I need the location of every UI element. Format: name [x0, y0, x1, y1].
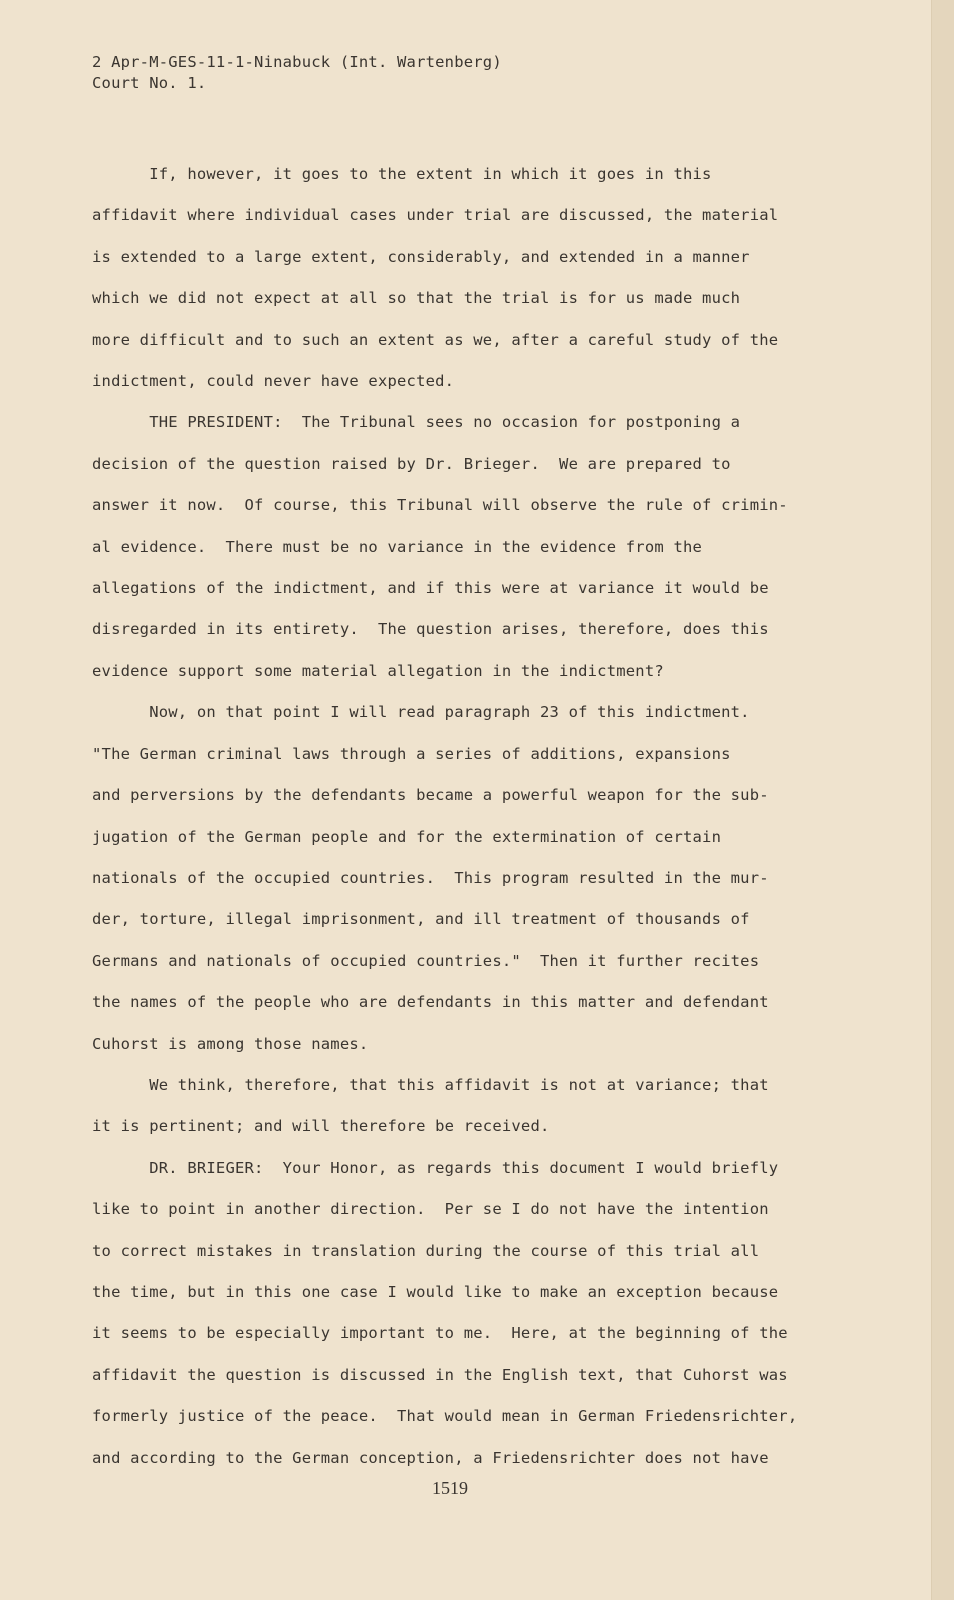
paragraph-brieger-statement: [92, 1148, 852, 1479]
text-line: more difficult and to such an extent as we, after a careful study of the: [92, 330, 779, 349]
text-line: Cuhorst is among those names.: [92, 1034, 369, 1053]
text-line: which we did not expect at all so that the trial is for us made much: [92, 289, 741, 308]
transcript-body: [92, 154, 852, 1479]
text-line: evidence support some material allegation in the indictment?: [92, 661, 664, 680]
text-line: Now, on that point I will read paragraph 23 of this indictment.: [92, 703, 750, 722]
header-line-2: Court No. 1.: [92, 74, 207, 92]
text-line: and according to the German conception, a Friedensrichter does not have: [92, 1448, 769, 1467]
page-number: 1519: [432, 1478, 468, 1498]
text-line: We think, therefore, that this affidavit is not at variance; that: [92, 1075, 769, 1094]
text-line: answer it now. Of course, this Tribunal will observe the rule of crimin-: [92, 496, 788, 515]
text-line: disregarded in its entirety. The question arises, therefore, does this: [92, 620, 769, 639]
text-line: al evidence. There must be no variance in the evidence from the: [92, 537, 703, 556]
text-line: formerly justice of the peace. That would mean in German Friedensrichter,: [92, 1407, 798, 1426]
text-line: is extended to a large extent, considerably, and extended in a manner: [92, 247, 750, 266]
text-line: decision of the question raised by Dr. Brieger. We are prepared to: [92, 454, 731, 473]
text-line: like to point in another direction. Per se I do not have the intention: [92, 1200, 769, 1219]
text-line: Germans and nationals of occupied countries." Then it further recites: [92, 951, 760, 970]
text-line: and perversions by the defendants became a powerful weapon for the sub-: [92, 786, 769, 805]
text-line: it seems to be especially important to me. Here, at the beginning of the: [92, 1324, 788, 1343]
text-line: If, however, it goes to the extent in which it goes in this: [92, 165, 712, 183]
paragraph-defense-objection: [92, 154, 852, 402]
text-line: it is pertinent; and will therefore be received.: [92, 1117, 550, 1136]
text-line: der, torture, illegal imprisonment, and ill treatment of thousands of: [92, 910, 750, 929]
text-line: THE PRESIDENT: The Tribunal sees no occasion for postponing a: [92, 413, 741, 432]
text-line: jugation of the German people and for the extermination of certain: [92, 827, 722, 846]
text-line: indictment, could never have expected.: [92, 372, 455, 391]
text-line: affidavit the question is discussed in the English text, that Cuhorst was: [92, 1365, 788, 1384]
text-line: the names of the people who are defendants in this matter and defendant: [92, 993, 769, 1012]
text-line: allegations of the indictment, and if this were at variance it would be: [92, 579, 769, 598]
text-line: nationals of the occupied countries. This program resulted in the mur-: [92, 868, 769, 887]
text-line: DR. BRIEGER: Your Honor, as regards this document I would briefly: [92, 1158, 779, 1177]
paragraph-indictment-quote: [92, 692, 852, 1065]
text-line: affidavit where individual cases under trial are discussed, the material: [92, 206, 779, 225]
paragraph-affidavit-received: [92, 1065, 852, 1148]
text-line: the time, but in this one case I would like to make an exception because: [92, 1282, 779, 1301]
text-line: to correct mistakes in translation during the course of this trial all: [92, 1241, 760, 1260]
paragraph-president-ruling: [92, 402, 852, 692]
document-header: [92, 52, 502, 94]
header-line-1: 2 Apr-M-GES-11-1-Ninabuck (Int. Wartenberg): [92, 53, 502, 71]
text-line: "The German criminal laws through a series of additions, expansions: [92, 744, 731, 763]
